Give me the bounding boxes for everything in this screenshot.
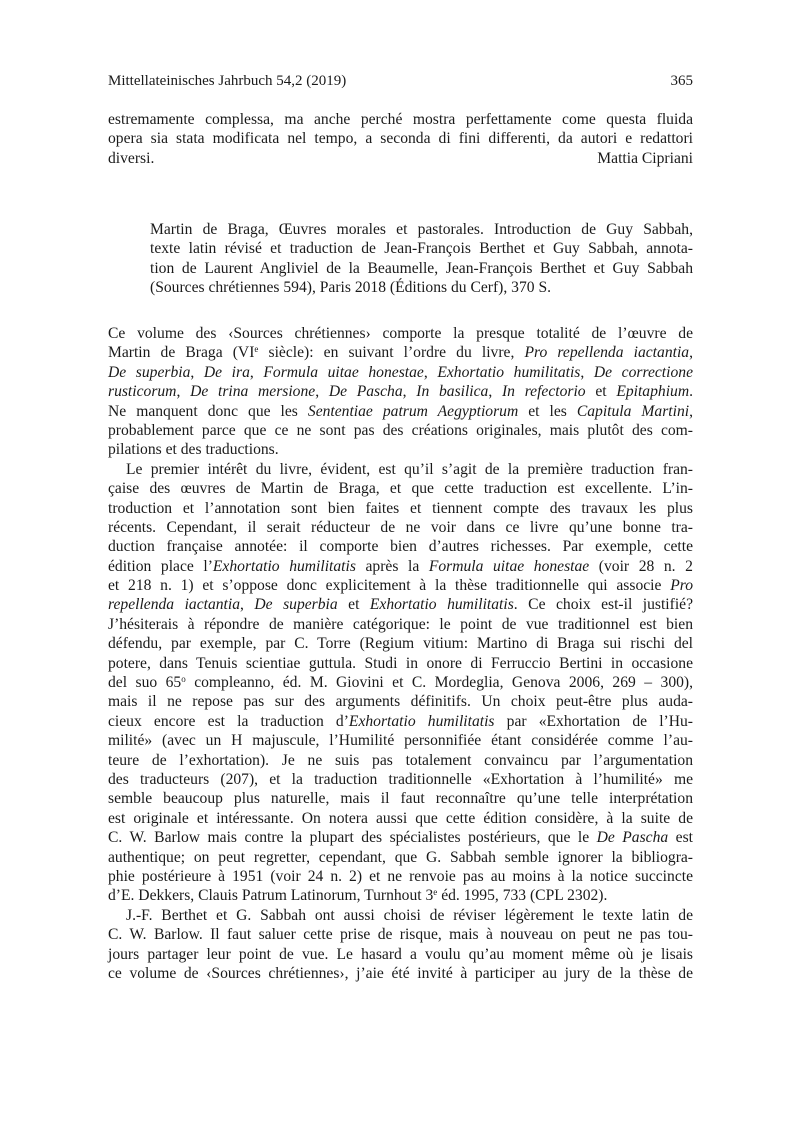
page-number: 365 [670, 73, 693, 89]
text-fragment: édition place l’ [108, 557, 213, 575]
text-line [108, 149, 693, 168]
text-line [108, 828, 693, 847]
text-line: Le premier intérêt du livre, évident, est qu’il s’agit de la première traduction fran- [126, 460, 693, 478]
text-fragment: del suo 65 [108, 674, 182, 692]
text-line: J’hésiterais à répondre de manière catégorique: le point de vue traditionnel est bien [108, 615, 693, 633]
text-line: défendu, par exemple, par C. Torre (Regium vitium: Martino di Braga sui rischi del [108, 635, 693, 653]
work-title: De superbia [254, 596, 338, 614]
text-fragment: Ne manquent donc que les [108, 402, 308, 420]
text-fragment: . [689, 383, 693, 401]
text-fragment: et [585, 383, 617, 401]
text-line: jours partager leur point de vue. Le hasard a voulu qu’au moment même où je lisais [108, 945, 693, 963]
text-line: semble beaucoup plus naturelle, mais il faut reconnaître qu’une telle interprétation [108, 790, 693, 808]
bib-line: Martin de Braga, Œuvres morales et pastorales. Introduction de Guy Sabbah, [150, 221, 693, 238]
text-line: ce volume de ‹Sources chrétiennes›, j’aie été invité à participer au jury de la thèse de [108, 964, 693, 982]
work-title: De Pascha [328, 383, 403, 401]
work-title: De ira [203, 363, 250, 381]
text-line: des traducteurs (207), et la traduction traditionnelle «Exhortation à l’humilité» me [108, 770, 693, 788]
work-title: rusticorum [108, 383, 177, 401]
text-fragment: diversi. [108, 149, 155, 167]
text-line [108, 557, 693, 576]
text-line: phie postérieure à 1951 (voir 24 n. 2) et ne renvoie pas au moins à la notice succincte [108, 867, 693, 885]
review-body [108, 324, 693, 983]
text-fragment: , [423, 363, 438, 381]
text-fragment: , [190, 363, 204, 381]
text-line: duction française annotée: il comporte bien d’autres richesses. Par exemple, cette [108, 538, 693, 556]
text-line: mais il ne repose pas sur des arguments définitifs. Un choix peut-être plus auda- [108, 693, 693, 711]
review-author-signature: Mattia Cipriani [597, 149, 693, 167]
text-line: C. W. Barlow. Il faut saluer cette prise de risque, mais à nouveau on peut ne pas tou- [108, 926, 693, 944]
text-fragment: Martin de Braga (VI [108, 344, 255, 362]
text-fragment: , [402, 383, 417, 401]
text-line: probablement parce que ce ne sont pas des créations originales, mais plutôt des com- [108, 421, 693, 439]
text-line: authentique; on peut regretter, cependant, que G. Sabbah semble ignorer la bibliogra- [108, 848, 693, 866]
text-fragment: et [337, 596, 370, 614]
text-fragment: , [488, 383, 502, 401]
text-line [108, 402, 693, 421]
bib-line: tion de Laurent Angliviel de la Beaumelle, Jean-François Berthet et Guy Sabbah [150, 259, 693, 277]
superscript: o [181, 674, 186, 685]
text-line: teure de l’exhortation). Je ne suis pas totalement convaincu par l’argumentation [108, 751, 693, 769]
text-fragment: , [176, 383, 191, 401]
text-fragment: d’E. Dekkers, Clauis Patrum Latinorum, Turnhout 3 [108, 887, 434, 905]
text-line: pilations et des traductions. [108, 441, 279, 459]
text-fragment: cieux encore est la traduction d’ [108, 712, 349, 730]
text-fragment: et les [518, 402, 577, 420]
text-line [108, 363, 693, 382]
text-line [108, 712, 693, 731]
text-line: est originale et intéressante. On notera aussi que cette édition considère, à la suite de [108, 809, 693, 827]
text-line: milité» (avec un H majuscule, l’Humilité personnifiée étant considérée comme l’au- [108, 732, 693, 750]
text-fragment: et 218 n. 1) et s’oppose donc explicitement à la thèse traditionnelle qui associe [108, 577, 671, 595]
text-fragment: (voir 28 n. 2 [589, 557, 693, 575]
work-title: De trina mersione [190, 383, 316, 401]
text-fragment: , [580, 363, 594, 381]
text-fragment: siècle): en suivant l’ordre du livre, [258, 344, 525, 362]
work-title: In basilica [416, 383, 489, 401]
superscript: e [433, 887, 438, 898]
work-title: Exhortatio humilitatis [212, 557, 356, 575]
journal-title: Mittellateinisches Jahrbuch 54,2 (2019) [108, 73, 347, 89]
text-line: çaise des œuvres de Martin de Braga, et que cette traduction est excellente. L’in- [108, 480, 693, 498]
text-line [108, 595, 693, 614]
work-title: De superbia [108, 363, 191, 381]
text-line: troduction et l’annotation sont bien faites et tiennent compte des travaux les plus [108, 499, 693, 517]
bib-line: texte latin révisé et traduction de Jean-François Berthet et Guy Sabbah, annota- [150, 240, 693, 258]
work-title: Capitula Martini [576, 402, 690, 420]
work-title: Exhortatio humilitatis [437, 363, 581, 381]
work-title: De Pascha [596, 829, 669, 847]
text-line: récents. Cependant, il serait réducteur de ne voir dans ce livre qu’une bonne tra- [108, 518, 693, 536]
text-line [108, 886, 693, 905]
text-fragment: , [240, 596, 255, 614]
text-line: J.-F. Berthet et G. Sabbah ont aussi choisi de réviser légèrement le texte latin de [126, 906, 693, 924]
work-title: Exhortatio humilitatis [369, 596, 514, 614]
text-fragment: , [689, 402, 693, 420]
work-title: repellenda iactantia [108, 596, 241, 614]
text-fragment: éd. 1995, 733 (CPL 2302). [437, 887, 608, 905]
superscript: e [254, 344, 259, 355]
text-fragment: après la [355, 557, 429, 575]
running-head [108, 73, 693, 90]
text-line: Ce volume des ‹Sources chrétiennes› comporte la presque totalité de l’œuvre de [108, 325, 693, 342]
work-title: Formula uitae honestae [263, 363, 424, 381]
text-line [108, 576, 693, 595]
book-bibliographic-entry [150, 220, 693, 298]
previous-review-ending [108, 110, 693, 168]
text-fragment: par «Exhortation de l’Hu- [494, 712, 693, 730]
text-fragment: , [315, 383, 329, 401]
text-line: estremamente complessa, ma anche perché mostra perfettamente come questa fluida [108, 111, 693, 128]
text-fragment: est [668, 829, 693, 847]
text-line [108, 343, 693, 362]
text-line [108, 382, 693, 401]
work-title: Sententiae patrum Aegyptiorum [307, 402, 519, 420]
work-title: Epitaphium [616, 383, 690, 401]
bib-line: (Sources chrétiennes 594), Paris 2018 (Éditions du Cerf), 370 S. [150, 279, 552, 297]
text-fragment: , [249, 363, 264, 381]
text-fragment: . Ce choix est-il justifié? [513, 596, 693, 614]
text-line: opera sia stata modificata nel tempo, a seconda di fini differenti, da autori e redattori [108, 130, 693, 148]
text-fragment: , [689, 344, 693, 362]
work-title: In refectorio [501, 383, 586, 401]
text-fragment: C. W. Barlow mais contre la plupart des spécialistes postérieurs, que le [108, 829, 597, 847]
work-title: Pro repellenda iactantia [524, 344, 690, 362]
work-title: De correctione [593, 363, 693, 381]
text-fragment: compleanno, éd. M. Giovini et C. Mordeglia, Genova 2006, 269 – 300), [185, 674, 694, 692]
text-line: potere, dans Tenuis scientiae guttula. Studi in onore di Ferruccio Bertini in occasione [108, 654, 693, 672]
work-title: Formula uitae honestae [428, 557, 590, 575]
work-title: Exhortatio humilitatis [348, 712, 495, 730]
text-line [108, 673, 693, 692]
work-title: Pro [670, 577, 693, 595]
